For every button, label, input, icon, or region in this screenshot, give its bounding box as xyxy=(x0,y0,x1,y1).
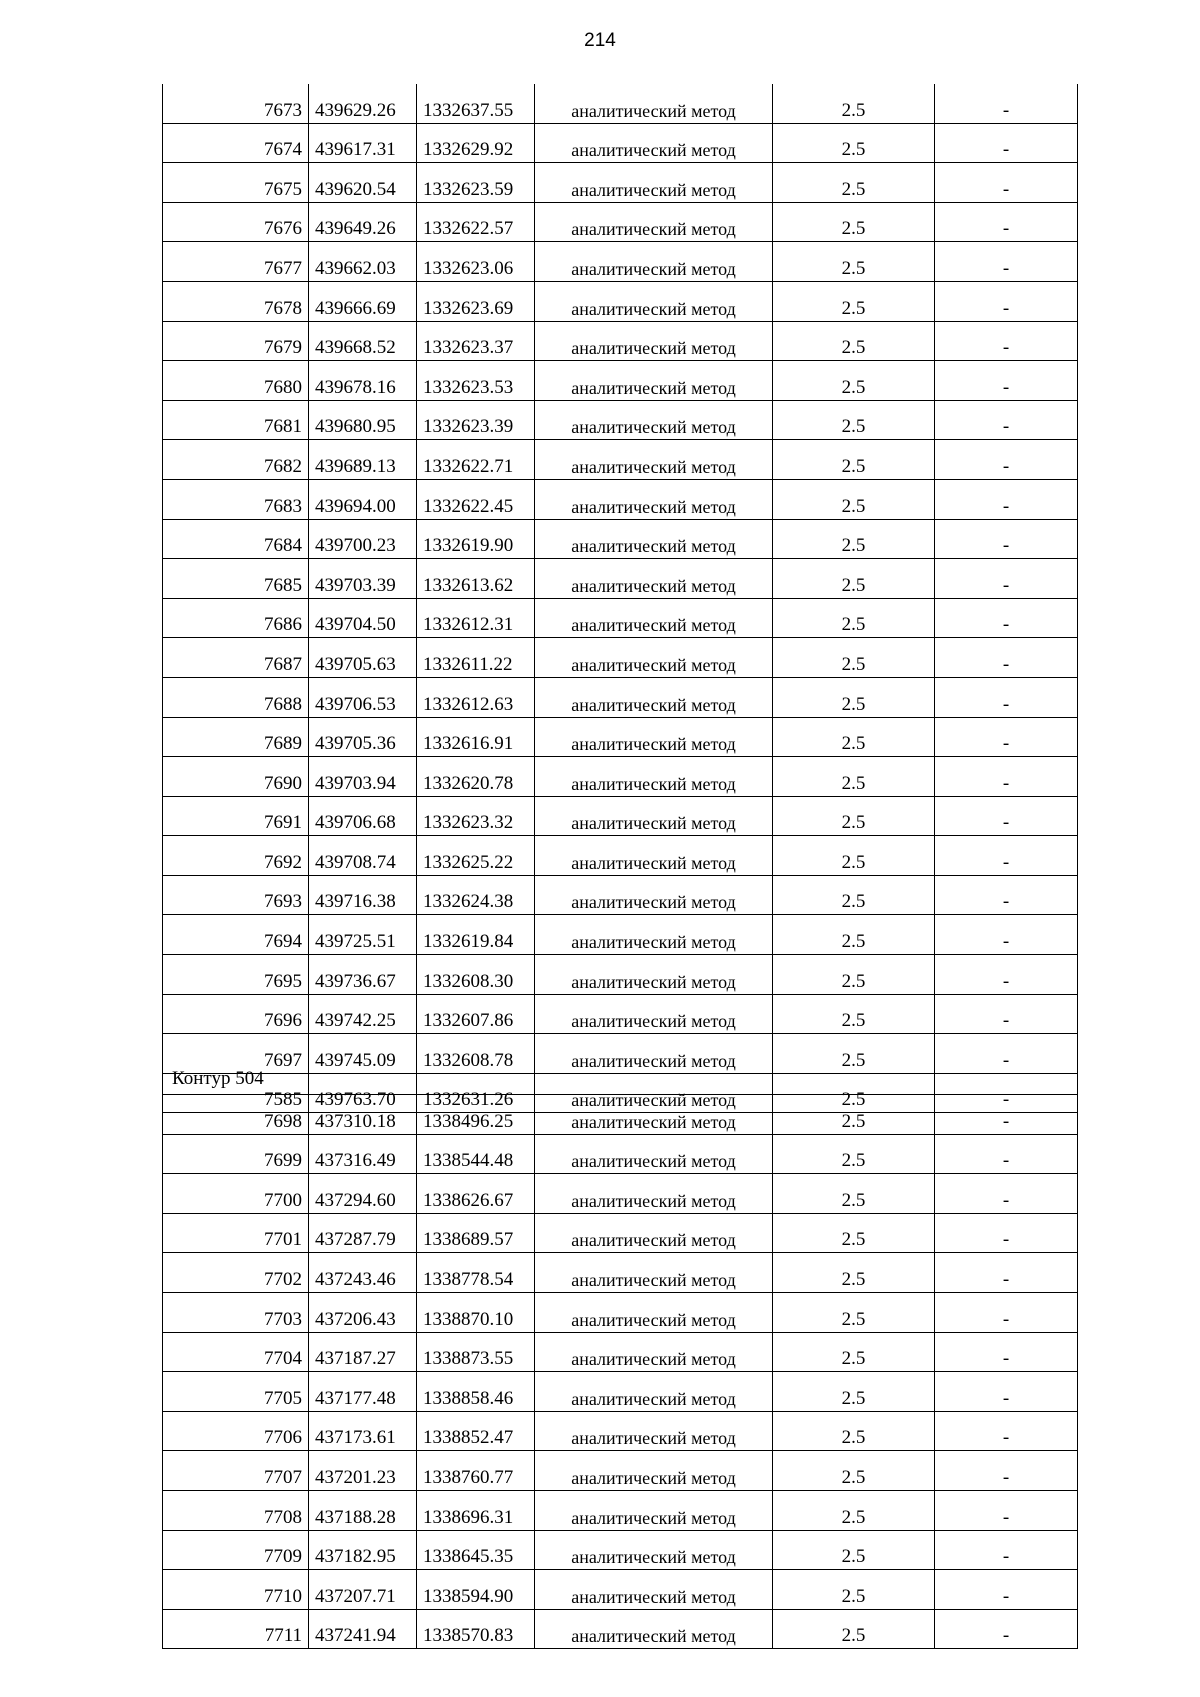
x-coordinate-cell: 439763.70 xyxy=(309,1073,417,1113)
point-number-cell: 7693 xyxy=(163,875,309,915)
description-cell: - xyxy=(935,598,1078,638)
description-cell: - xyxy=(935,440,1078,480)
point-number-cell: 7681 xyxy=(163,400,309,440)
table-row xyxy=(163,638,1078,678)
method-cell: аналитический метод xyxy=(535,163,773,203)
table-row xyxy=(163,361,1078,401)
point-number-cell: 7680 xyxy=(163,361,309,401)
method-cell: аналитический метод xyxy=(535,281,773,321)
point-number-cell: 7674 xyxy=(163,123,309,163)
table-row xyxy=(163,202,1078,242)
y-coordinate-cell: 1332623.32 xyxy=(417,796,535,836)
x-coordinate-cell: 439700.23 xyxy=(309,519,417,559)
table-row xyxy=(163,559,1078,599)
table-row xyxy=(163,598,1078,638)
description-cell: - xyxy=(935,519,1078,559)
description-cell: - xyxy=(935,1253,1078,1293)
y-coordinate-cell: 1332623.39 xyxy=(417,400,535,440)
point-number-cell: 7695 xyxy=(163,955,309,995)
method-cell: аналитический метод xyxy=(535,1134,773,1174)
y-coordinate-cell: 1332624.38 xyxy=(417,875,535,915)
x-coordinate-cell: 439689.13 xyxy=(309,440,417,480)
y-coordinate-cell: 1332619.84 xyxy=(417,915,535,955)
y-coordinate-cell: 1332622.57 xyxy=(417,202,535,242)
x-coordinate-cell: 439725.51 xyxy=(309,915,417,955)
description-cell: - xyxy=(935,1073,1078,1113)
point-number-cell: 7684 xyxy=(163,519,309,559)
y-coordinate-cell: 1332622.45 xyxy=(417,479,535,519)
method-cell: аналитический метод xyxy=(535,1570,773,1610)
x-coordinate-cell: 437182.95 xyxy=(309,1530,417,1570)
table-row xyxy=(163,1095,1078,1135)
description-cell: - xyxy=(935,1332,1078,1372)
accuracy-cell: 2.5 xyxy=(773,84,935,123)
description-cell: - xyxy=(935,1034,1078,1074)
accuracy-cell: 2.5 xyxy=(773,440,935,480)
accuracy-cell: 2.5 xyxy=(773,1073,935,1113)
point-number-cell: 7703 xyxy=(163,1292,309,1332)
accuracy-cell: 2.5 xyxy=(773,875,935,915)
point-number-cell: 7705 xyxy=(163,1372,309,1412)
description-cell: - xyxy=(935,1213,1078,1253)
method-cell: аналитический метод xyxy=(535,1411,773,1451)
coordinates-table-2 xyxy=(162,1094,1078,1649)
method-cell: аналитический метод xyxy=(535,1073,773,1113)
x-coordinate-cell: 437188.28 xyxy=(309,1490,417,1530)
accuracy-cell: 2.5 xyxy=(773,202,935,242)
method-cell: аналитический метод xyxy=(535,598,773,638)
method-cell: аналитический метод xyxy=(535,1490,773,1530)
table-row xyxy=(163,1530,1078,1570)
accuracy-cell: 2.5 xyxy=(773,1372,935,1412)
page-number: 214 xyxy=(584,30,616,51)
table-row xyxy=(163,717,1078,757)
method-cell: аналитический метод xyxy=(535,1213,773,1253)
y-coordinate-cell: 1332623.53 xyxy=(417,361,535,401)
table-row xyxy=(163,955,1078,995)
point-number-cell: 7678 xyxy=(163,281,309,321)
x-coordinate-cell: 437310.18 xyxy=(309,1095,417,1135)
method-cell: аналитический метод xyxy=(535,915,773,955)
accuracy-cell: 2.5 xyxy=(773,1609,935,1649)
y-coordinate-cell: 1332616.91 xyxy=(417,717,535,757)
contour-label: Контур 504 xyxy=(172,1068,264,1089)
y-coordinate-cell: 1338594.90 xyxy=(417,1570,535,1610)
y-coordinate-cell: 1332612.31 xyxy=(417,598,535,638)
y-coordinate-cell: 1338496.25 xyxy=(417,1095,535,1135)
description-cell: - xyxy=(935,84,1078,123)
y-coordinate-cell: 1338570.83 xyxy=(417,1609,535,1649)
x-coordinate-cell: 439742.25 xyxy=(309,994,417,1034)
method-cell: аналитический метод xyxy=(535,242,773,282)
point-number-cell: 7700 xyxy=(163,1174,309,1214)
accuracy-cell: 2.5 xyxy=(773,559,935,599)
table-row xyxy=(163,281,1078,321)
accuracy-cell: 2.5 xyxy=(773,677,935,717)
point-number-cell: 7707 xyxy=(163,1451,309,1491)
x-coordinate-cell: 439678.16 xyxy=(309,361,417,401)
description-cell: - xyxy=(935,1372,1078,1412)
y-coordinate-cell: 1332623.06 xyxy=(417,242,535,282)
y-coordinate-cell: 1338870.10 xyxy=(417,1292,535,1332)
y-coordinate-cell: 1332611.22 xyxy=(417,638,535,678)
method-cell: аналитический метод xyxy=(535,1174,773,1214)
y-coordinate-cell: 1332623.69 xyxy=(417,281,535,321)
description-cell: - xyxy=(935,163,1078,203)
description-cell: - xyxy=(935,559,1078,599)
accuracy-cell: 2.5 xyxy=(773,242,935,282)
accuracy-cell: 2.5 xyxy=(773,638,935,678)
y-coordinate-cell: 1332637.55 xyxy=(417,84,535,123)
y-coordinate-cell: 1338778.54 xyxy=(417,1253,535,1293)
accuracy-cell: 2.5 xyxy=(773,281,935,321)
table-row xyxy=(163,84,1078,123)
x-coordinate-cell: 439704.50 xyxy=(309,598,417,638)
table-row xyxy=(163,163,1078,203)
x-coordinate-cell: 437287.79 xyxy=(309,1213,417,1253)
method-cell: аналитический метод xyxy=(535,479,773,519)
point-number-cell: 7686 xyxy=(163,598,309,638)
method-cell: аналитический метод xyxy=(535,757,773,797)
y-coordinate-cell: 1332623.37 xyxy=(417,321,535,361)
x-coordinate-cell: 437173.61 xyxy=(309,1411,417,1451)
accuracy-cell: 2.5 xyxy=(773,1451,935,1491)
description-cell: - xyxy=(935,796,1078,836)
table-row xyxy=(163,915,1078,955)
table-row xyxy=(163,1570,1078,1610)
x-coordinate-cell: 437207.71 xyxy=(309,1570,417,1610)
accuracy-cell: 2.5 xyxy=(773,1332,935,1372)
point-number-cell: 7699 xyxy=(163,1134,309,1174)
method-cell: аналитический метод xyxy=(535,1292,773,1332)
method-cell: аналитический метод xyxy=(535,1609,773,1649)
table-row xyxy=(163,440,1078,480)
accuracy-cell: 2.5 xyxy=(773,955,935,995)
point-number-cell: 7698 xyxy=(163,1095,309,1135)
table-row xyxy=(163,1174,1078,1214)
point-number-cell: 7689 xyxy=(163,717,309,757)
accuracy-cell: 2.5 xyxy=(773,796,935,836)
y-coordinate-cell: 1338689.57 xyxy=(417,1213,535,1253)
y-coordinate-cell: 1338852.47 xyxy=(417,1411,535,1451)
description-cell: - xyxy=(935,321,1078,361)
accuracy-cell: 2.5 xyxy=(773,757,935,797)
x-coordinate-cell: 437201.23 xyxy=(309,1451,417,1491)
accuracy-cell: 2.5 xyxy=(773,717,935,757)
accuracy-cell: 2.5 xyxy=(773,1490,935,1530)
accuracy-cell: 2.5 xyxy=(773,598,935,638)
description-cell: - xyxy=(935,281,1078,321)
accuracy-cell: 2.5 xyxy=(773,163,935,203)
y-coordinate-cell: 1338544.48 xyxy=(417,1134,535,1174)
point-number-cell: 7688 xyxy=(163,677,309,717)
description-cell: - xyxy=(935,479,1078,519)
description-cell: - xyxy=(935,1174,1078,1214)
x-coordinate-cell: 439620.54 xyxy=(309,163,417,203)
table-row xyxy=(163,1213,1078,1253)
y-coordinate-cell: 1332607.86 xyxy=(417,994,535,1034)
method-cell: аналитический метод xyxy=(535,1372,773,1412)
table-row xyxy=(163,1292,1078,1332)
description-cell: - xyxy=(935,875,1078,915)
x-coordinate-cell: 439662.03 xyxy=(309,242,417,282)
table-row xyxy=(163,400,1078,440)
x-coordinate-cell: 439703.94 xyxy=(309,757,417,797)
y-coordinate-cell: 1338696.31 xyxy=(417,1490,535,1530)
table-row xyxy=(163,875,1078,915)
point-number-cell: 7675 xyxy=(163,163,309,203)
table-row xyxy=(163,757,1078,797)
method-cell: аналитический метод xyxy=(535,440,773,480)
description-cell: - xyxy=(935,202,1078,242)
y-coordinate-cell: 1332619.90 xyxy=(417,519,535,559)
table-row xyxy=(163,1034,1078,1074)
accuracy-cell: 2.5 xyxy=(773,1292,935,1332)
method-cell: аналитический метод xyxy=(535,559,773,599)
method-cell: аналитический метод xyxy=(535,1095,773,1135)
accuracy-cell: 2.5 xyxy=(773,1570,935,1610)
x-coordinate-cell: 439649.26 xyxy=(309,202,417,242)
coordinates-table-1 xyxy=(162,84,1078,1113)
point-number-cell: 7683 xyxy=(163,479,309,519)
description-cell: - xyxy=(935,955,1078,995)
method-cell: аналитический метод xyxy=(535,123,773,163)
table-row xyxy=(163,1372,1078,1412)
accuracy-cell: 2.5 xyxy=(773,361,935,401)
x-coordinate-cell: 439629.26 xyxy=(309,84,417,123)
table-row xyxy=(163,836,1078,876)
point-number-cell: 7697 xyxy=(163,1034,309,1074)
point-number-cell: 7682 xyxy=(163,440,309,480)
x-coordinate-cell: 437187.27 xyxy=(309,1332,417,1372)
point-number-cell: 7677 xyxy=(163,242,309,282)
x-coordinate-cell: 439736.67 xyxy=(309,955,417,995)
description-cell: - xyxy=(935,1530,1078,1570)
x-coordinate-cell: 439680.95 xyxy=(309,400,417,440)
description-cell: - xyxy=(935,1134,1078,1174)
point-number-cell: 7673 xyxy=(163,84,309,123)
table-row xyxy=(163,1332,1078,1372)
x-coordinate-cell: 437294.60 xyxy=(309,1174,417,1214)
description-cell: - xyxy=(935,717,1078,757)
description-cell: - xyxy=(935,1095,1078,1135)
x-coordinate-cell: 439745.09 xyxy=(309,1034,417,1074)
table-row xyxy=(163,1134,1078,1174)
table-row xyxy=(163,123,1078,163)
table-row xyxy=(163,994,1078,1034)
method-cell: аналитический метод xyxy=(535,202,773,242)
x-coordinate-cell: 439708.74 xyxy=(309,836,417,876)
method-cell: аналитический метод xyxy=(535,955,773,995)
method-cell: аналитический метод xyxy=(535,84,773,123)
y-coordinate-cell: 1338645.35 xyxy=(417,1530,535,1570)
x-coordinate-cell: 439666.69 xyxy=(309,281,417,321)
accuracy-cell: 2.5 xyxy=(773,1174,935,1214)
y-coordinate-cell: 1332612.63 xyxy=(417,677,535,717)
method-cell: аналитический метод xyxy=(535,361,773,401)
x-coordinate-cell: 437177.48 xyxy=(309,1372,417,1412)
accuracy-cell: 2.5 xyxy=(773,519,935,559)
method-cell: аналитический метод xyxy=(535,1034,773,1074)
y-coordinate-cell: 1332620.78 xyxy=(417,757,535,797)
accuracy-cell: 2.5 xyxy=(773,479,935,519)
accuracy-cell: 2.5 xyxy=(773,994,935,1034)
accuracy-cell: 2.5 xyxy=(773,836,935,876)
point-number-cell: 7694 xyxy=(163,915,309,955)
table-row xyxy=(163,479,1078,519)
point-number-cell: 7676 xyxy=(163,202,309,242)
table-row xyxy=(163,321,1078,361)
x-coordinate-cell: 439706.68 xyxy=(309,796,417,836)
x-coordinate-cell: 439705.36 xyxy=(309,717,417,757)
method-cell: аналитический метод xyxy=(535,519,773,559)
description-cell: - xyxy=(935,361,1078,401)
x-coordinate-cell: 439706.53 xyxy=(309,677,417,717)
accuracy-cell: 2.5 xyxy=(773,1530,935,1570)
table-row xyxy=(163,1490,1078,1530)
method-cell: аналитический метод xyxy=(535,1253,773,1293)
description-cell: - xyxy=(935,400,1078,440)
description-cell: - xyxy=(935,1490,1078,1530)
method-cell: аналитический метод xyxy=(535,400,773,440)
description-cell: - xyxy=(935,915,1078,955)
description-cell: - xyxy=(935,123,1078,163)
description-cell: - xyxy=(935,1609,1078,1649)
x-coordinate-cell: 439705.63 xyxy=(309,638,417,678)
method-cell: аналитический метод xyxy=(535,796,773,836)
x-coordinate-cell: 437241.94 xyxy=(309,1609,417,1649)
table-row xyxy=(163,1609,1078,1649)
y-coordinate-cell: 1338626.67 xyxy=(417,1174,535,1214)
x-coordinate-cell: 437243.46 xyxy=(309,1253,417,1293)
y-coordinate-cell: 1332623.59 xyxy=(417,163,535,203)
method-cell: аналитический метод xyxy=(535,994,773,1034)
accuracy-cell: 2.5 xyxy=(773,1411,935,1451)
accuracy-cell: 2.5 xyxy=(773,123,935,163)
y-coordinate-cell: 1332608.30 xyxy=(417,955,535,995)
description-cell: - xyxy=(935,677,1078,717)
accuracy-cell: 2.5 xyxy=(773,1213,935,1253)
y-coordinate-cell: 1332631.26 xyxy=(417,1073,535,1113)
accuracy-cell: 2.5 xyxy=(773,400,935,440)
method-cell: аналитический метод xyxy=(535,638,773,678)
description-cell: - xyxy=(935,1411,1078,1451)
x-coordinate-cell: 439617.31 xyxy=(309,123,417,163)
point-number-cell: 7687 xyxy=(163,638,309,678)
accuracy-cell: 2.5 xyxy=(773,915,935,955)
method-cell: аналитический метод xyxy=(535,1530,773,1570)
x-coordinate-cell: 439716.38 xyxy=(309,875,417,915)
description-cell: - xyxy=(935,1570,1078,1610)
description-cell: - xyxy=(935,836,1078,876)
point-number-cell: 7585 xyxy=(163,1073,309,1113)
point-number-cell: 7711 xyxy=(163,1609,309,1649)
x-coordinate-cell: 439694.00 xyxy=(309,479,417,519)
x-coordinate-cell: 437206.43 xyxy=(309,1292,417,1332)
description-cell: - xyxy=(935,1451,1078,1491)
x-coordinate-cell: 439668.52 xyxy=(309,321,417,361)
y-coordinate-cell: 1332625.22 xyxy=(417,836,535,876)
accuracy-cell: 2.5 xyxy=(773,321,935,361)
table-row xyxy=(163,1411,1078,1451)
point-number-cell: 7706 xyxy=(163,1411,309,1451)
method-cell: аналитический метод xyxy=(535,677,773,717)
description-cell: - xyxy=(935,757,1078,797)
description-cell: - xyxy=(935,994,1078,1034)
table-row xyxy=(163,1451,1078,1491)
y-coordinate-cell: 1338858.46 xyxy=(417,1372,535,1412)
y-coordinate-cell: 1332608.78 xyxy=(417,1034,535,1074)
point-number-cell: 7679 xyxy=(163,321,309,361)
point-number-cell: 7709 xyxy=(163,1530,309,1570)
y-coordinate-cell: 1332613.62 xyxy=(417,559,535,599)
accuracy-cell: 2.5 xyxy=(773,1034,935,1074)
point-number-cell: 7701 xyxy=(163,1213,309,1253)
point-number-cell: 7708 xyxy=(163,1490,309,1530)
method-cell: аналитический метод xyxy=(535,1332,773,1372)
method-cell: аналитический метод xyxy=(535,875,773,915)
table-row xyxy=(163,1253,1078,1293)
point-number-cell: 7696 xyxy=(163,994,309,1034)
description-cell: - xyxy=(935,638,1078,678)
y-coordinate-cell: 1338873.55 xyxy=(417,1332,535,1372)
method-cell: аналитический метод xyxy=(535,321,773,361)
x-coordinate-cell: 437316.49 xyxy=(309,1134,417,1174)
accuracy-cell: 2.5 xyxy=(773,1095,935,1135)
method-cell: аналитический метод xyxy=(535,717,773,757)
point-number-cell: 7685 xyxy=(163,559,309,599)
description-cell: - xyxy=(935,1292,1078,1332)
point-number-cell: 7691 xyxy=(163,796,309,836)
point-number-cell: 7710 xyxy=(163,1570,309,1610)
method-cell: аналитический метод xyxy=(535,836,773,876)
point-number-cell: 7704 xyxy=(163,1332,309,1372)
table-row xyxy=(163,677,1078,717)
accuracy-cell: 2.5 xyxy=(773,1253,935,1293)
accuracy-cell: 2.5 xyxy=(773,1134,935,1174)
description-cell: - xyxy=(935,242,1078,282)
point-number-cell: 7690 xyxy=(163,757,309,797)
point-number-cell: 7692 xyxy=(163,836,309,876)
x-coordinate-cell: 439703.39 xyxy=(309,559,417,599)
y-coordinate-cell: 1338760.77 xyxy=(417,1451,535,1491)
method-cell: аналитический метод xyxy=(535,1451,773,1491)
table-row xyxy=(163,796,1078,836)
point-number-cell: 7702 xyxy=(163,1253,309,1293)
table-row xyxy=(163,519,1078,559)
y-coordinate-cell: 1332629.92 xyxy=(417,123,535,163)
y-coordinate-cell: 1332622.71 xyxy=(417,440,535,480)
table-row xyxy=(163,242,1078,282)
